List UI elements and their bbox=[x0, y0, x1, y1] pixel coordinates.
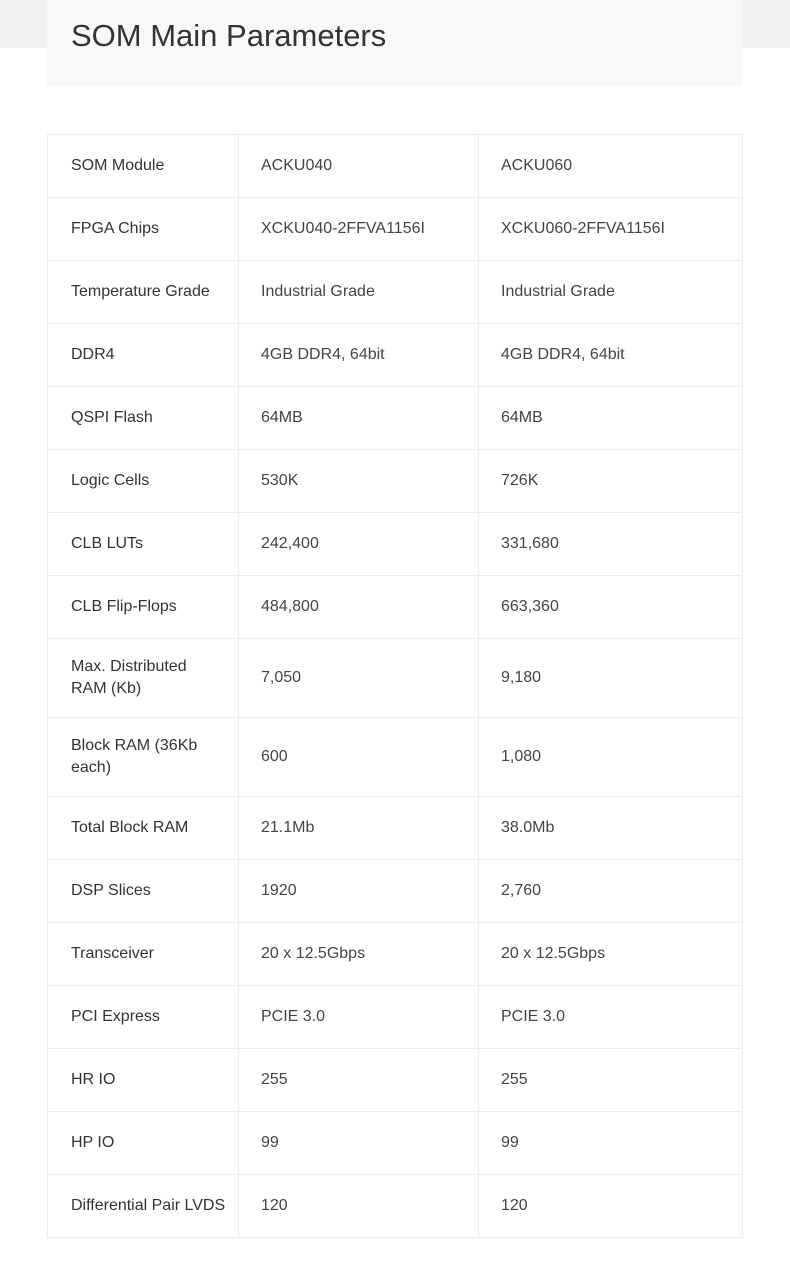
value-acku040: 1920 bbox=[239, 860, 479, 923]
value-acku060: 9,180 bbox=[479, 639, 743, 718]
table-row bbox=[48, 923, 743, 986]
param-label: HP IO bbox=[48, 1112, 239, 1175]
value-acku060: 331,680 bbox=[479, 513, 743, 576]
value-acku040: XCKU040-2FFVA1156I bbox=[239, 198, 479, 261]
value-acku060: Industrial Grade bbox=[479, 261, 743, 324]
value-acku040: 20 x 12.5Gbps bbox=[239, 923, 479, 986]
table-row bbox=[48, 387, 743, 450]
param-label: Transceiver bbox=[48, 923, 239, 986]
table-row bbox=[48, 324, 743, 387]
param-label: Differential Pair LVDS bbox=[48, 1175, 239, 1238]
table-row bbox=[48, 198, 743, 261]
table-row bbox=[48, 1112, 743, 1175]
param-label: Total Block RAM bbox=[48, 797, 239, 860]
value-acku060: 255 bbox=[479, 1049, 743, 1112]
value-acku040: 21.1Mb bbox=[239, 797, 479, 860]
param-label: SOM Module bbox=[48, 135, 239, 198]
param-label: DSP Slices bbox=[48, 860, 239, 923]
param-label: Block RAM (36Kb each) bbox=[48, 718, 239, 797]
table-row bbox=[48, 450, 743, 513]
param-label: FPGA Chips bbox=[48, 198, 239, 261]
table-row bbox=[48, 797, 743, 860]
table-row bbox=[48, 639, 743, 718]
value-acku040: Industrial Grade bbox=[239, 261, 479, 324]
param-label: QSPI Flash bbox=[48, 387, 239, 450]
value-acku040: 255 bbox=[239, 1049, 479, 1112]
value-acku040: 530K bbox=[239, 450, 479, 513]
value-acku040: 242,400 bbox=[239, 513, 479, 576]
table-row bbox=[48, 986, 743, 1049]
table-row bbox=[48, 718, 743, 797]
table-row bbox=[48, 860, 743, 923]
param-label: CLB LUTs bbox=[48, 513, 239, 576]
value-acku060: 64MB bbox=[479, 387, 743, 450]
table-row bbox=[48, 513, 743, 576]
value-acku060: ACKU060 bbox=[479, 135, 743, 198]
page-title: SOM Main Parameters bbox=[71, 18, 387, 53]
value-acku040: 64MB bbox=[239, 387, 479, 450]
value-acku040: 120 bbox=[239, 1175, 479, 1238]
value-acku060: 1,080 bbox=[479, 718, 743, 797]
param-label: Max. Distributed RAM (Kb) bbox=[48, 639, 239, 718]
value-acku060: 663,360 bbox=[479, 576, 743, 639]
param-label: CLB Flip-Flops bbox=[48, 576, 239, 639]
table-row bbox=[48, 135, 743, 198]
param-label: DDR4 bbox=[48, 324, 239, 387]
table-row bbox=[48, 576, 743, 639]
param-label: HR IO bbox=[48, 1049, 239, 1112]
value-acku060: 4GB DDR4, 64bit bbox=[479, 324, 743, 387]
parameters-table bbox=[47, 134, 743, 1238]
table-row bbox=[48, 1175, 743, 1238]
value-acku040: ACKU040 bbox=[239, 135, 479, 198]
value-acku060: XCKU060-2FFVA1156I bbox=[479, 198, 743, 261]
value-acku060: 20 x 12.5Gbps bbox=[479, 923, 743, 986]
value-acku060: 38.0Mb bbox=[479, 797, 743, 860]
value-acku060: 2,760 bbox=[479, 860, 743, 923]
value-acku060: 120 bbox=[479, 1175, 743, 1238]
value-acku060: 726K bbox=[479, 450, 743, 513]
value-acku040: PCIE 3.0 bbox=[239, 986, 479, 1049]
table-row bbox=[48, 261, 743, 324]
param-label: PCI Express bbox=[48, 986, 239, 1049]
value-acku040: 4GB DDR4, 64bit bbox=[239, 324, 479, 387]
value-acku040: 484,800 bbox=[239, 576, 479, 639]
param-label: Logic Cells bbox=[48, 450, 239, 513]
value-acku040: 7,050 bbox=[239, 639, 479, 718]
value-acku040: 99 bbox=[239, 1112, 479, 1175]
value-acku040: 600 bbox=[239, 718, 479, 797]
value-acku060: PCIE 3.0 bbox=[479, 986, 743, 1049]
header bbox=[47, 0, 742, 86]
value-acku060: 99 bbox=[479, 1112, 743, 1175]
table-row bbox=[48, 1049, 743, 1112]
param-label: Temperature Grade bbox=[48, 261, 239, 324]
